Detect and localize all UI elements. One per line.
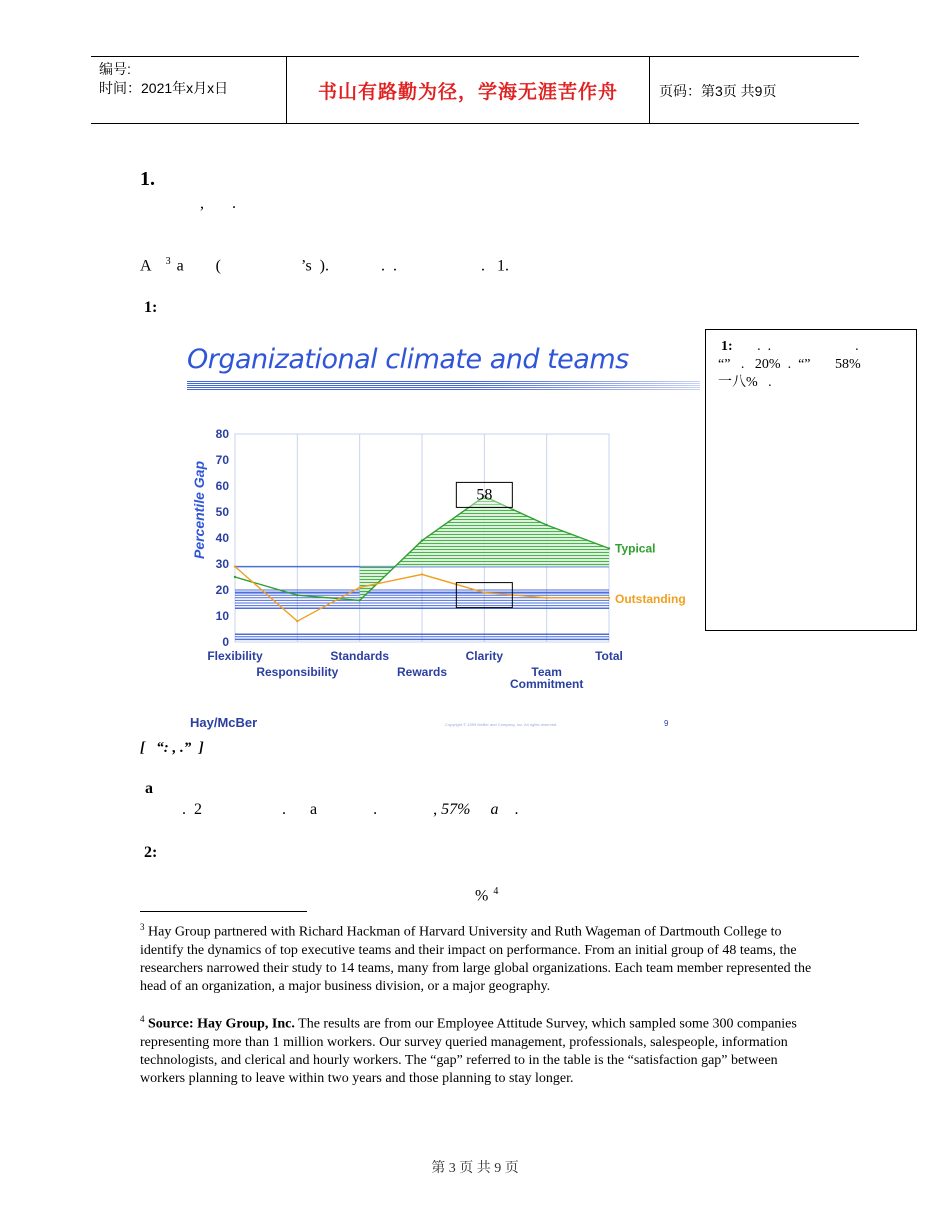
footnote-source: Source: Hay Group, Inc. bbox=[148, 1016, 295, 1032]
footnote-separator bbox=[140, 911, 307, 912]
x-category-label: Total bbox=[595, 649, 623, 663]
series-label-outstanding: Outstanding bbox=[615, 591, 686, 606]
callout-label: 58 bbox=[476, 486, 493, 504]
paragraph-b bbox=[182, 801, 518, 819]
x-category-label: Responsibility bbox=[256, 665, 339, 679]
footnote-number: 3 bbox=[140, 922, 145, 932]
data-point-outstanding bbox=[545, 597, 547, 599]
footnote-4 bbox=[140, 1010, 820, 1088]
footnote-ref: 4 bbox=[493, 886, 499, 897]
chart-source: Hay/McBer bbox=[190, 715, 258, 730]
table-title bbox=[475, 886, 498, 905]
note-line: 一八% . bbox=[718, 375, 772, 390]
para-a-rest: a ( ’s ). . . . 1. bbox=[176, 257, 509, 275]
x-category-label: Commitment bbox=[509, 677, 584, 691]
para-b-a: a bbox=[490, 801, 499, 818]
y-tick-label: 70 bbox=[215, 453, 229, 467]
x-category-label: Clarity bbox=[465, 649, 504, 663]
note-box bbox=[705, 329, 917, 631]
para-b-text: . 2 . a . , bbox=[182, 801, 438, 818]
code-label: 编号: bbox=[99, 61, 131, 77]
slide-number: 9 bbox=[664, 719, 669, 728]
data-point-typical bbox=[421, 539, 423, 541]
x-category-label: Flexibility bbox=[207, 649, 263, 663]
y-tick-label: 0 bbox=[222, 635, 229, 649]
y-axis-ticks bbox=[216, 427, 230, 649]
y-tick-label: 10 bbox=[215, 609, 229, 623]
data-point-outstanding bbox=[608, 597, 610, 599]
data-point-outstanding bbox=[483, 591, 485, 593]
x-axis-categories bbox=[207, 649, 623, 691]
series-labels bbox=[615, 541, 686, 605]
section-heading: 1. bbox=[140, 168, 155, 190]
x-category-label: Rewards bbox=[396, 665, 448, 679]
header-motto: 书山有路勤为径，学海无涯苦作舟 bbox=[317, 80, 618, 103]
title-underline-fade bbox=[187, 381, 700, 390]
paragraph-a bbox=[140, 256, 509, 275]
y-tick-label: 80 bbox=[215, 427, 229, 441]
body-line: , . bbox=[200, 195, 236, 212]
figure-label: 1: bbox=[144, 299, 158, 316]
footnote-text: The results are from our Employee Attitude Survey, which sampled some 300 companies representing more than 1 million workers. Our survey queried management, professionals, salespeople, information technologists, and clerical and hourly workers. The “gap” referred to in the table is the “satisfaction gap” between workers planning to leave within two years and those planning to stay longer. bbox=[140, 1016, 797, 1086]
data-point-typical bbox=[358, 599, 360, 601]
data-point-outstanding bbox=[234, 565, 236, 567]
table-title-text: % bbox=[475, 887, 489, 905]
data-point-outstanding bbox=[296, 620, 298, 622]
chart-copyright: Copyright © 1999 McBer and Company, Inc. All rights reserved. bbox=[445, 722, 558, 727]
time-label: 时间：2021年x月x日 bbox=[99, 80, 229, 96]
note-line: “” . 20% . “” 58% bbox=[718, 357, 861, 372]
footnote-ref: 3 bbox=[165, 256, 171, 267]
note-label: 1: bbox=[721, 339, 733, 354]
para-b-end: . bbox=[514, 801, 519, 818]
table-label: 2: bbox=[144, 844, 158, 861]
y-tick-label: 30 bbox=[215, 557, 229, 571]
chart-title: Organizational climate and teams bbox=[187, 344, 629, 375]
note-text: . . . bbox=[732, 339, 859, 354]
para-b-percent: 57% bbox=[441, 801, 471, 818]
y-tick-label: 60 bbox=[215, 479, 229, 493]
data-point-typical bbox=[296, 594, 298, 596]
climate-chart bbox=[180, 420, 705, 740]
header-meta bbox=[99, 60, 228, 98]
header-page-number: 页码：第3页 共9页 bbox=[659, 83, 777, 99]
series-label-typical: Typical bbox=[615, 541, 656, 556]
y-tick-label: 40 bbox=[215, 531, 229, 545]
page-header bbox=[91, 56, 859, 124]
data-point-outstanding bbox=[358, 586, 360, 588]
para-b-label: a bbox=[145, 780, 153, 797]
data-point-typical bbox=[608, 547, 610, 549]
header-divider bbox=[649, 57, 650, 123]
x-category-label: Standards bbox=[330, 649, 390, 663]
figure-caption: [ “: , .” ] bbox=[140, 740, 204, 756]
para-a-prefix: A bbox=[140, 257, 152, 275]
data-point-outstanding bbox=[421, 573, 423, 575]
note-line bbox=[721, 338, 859, 356]
data-point-typical bbox=[234, 576, 236, 578]
y-tick-label: 20 bbox=[215, 583, 229, 597]
y-axis-label: Percentile Gap bbox=[191, 460, 207, 560]
data-point-typical bbox=[545, 524, 547, 526]
x-category-label: Team bbox=[531, 665, 562, 679]
footnote-number: 4 bbox=[140, 1014, 145, 1024]
footnote-text: Hay Group partnered with Richard Hackman of Harvard University and Ruth Wageman of Dartmouth College to identify the dynamics of top executive teams and their impact on performance. From an initial group of 48 teams, the researchers narrowed their study to 14 teams, many from large global organizations. Each team member represented the head of an organization, a major business division, or a major geography. bbox=[140, 924, 812, 994]
y-tick-label: 50 bbox=[215, 505, 229, 519]
page-footer: 第 3 页 共 9 页 bbox=[431, 1161, 519, 1176]
footnote-3 bbox=[140, 918, 820, 996]
